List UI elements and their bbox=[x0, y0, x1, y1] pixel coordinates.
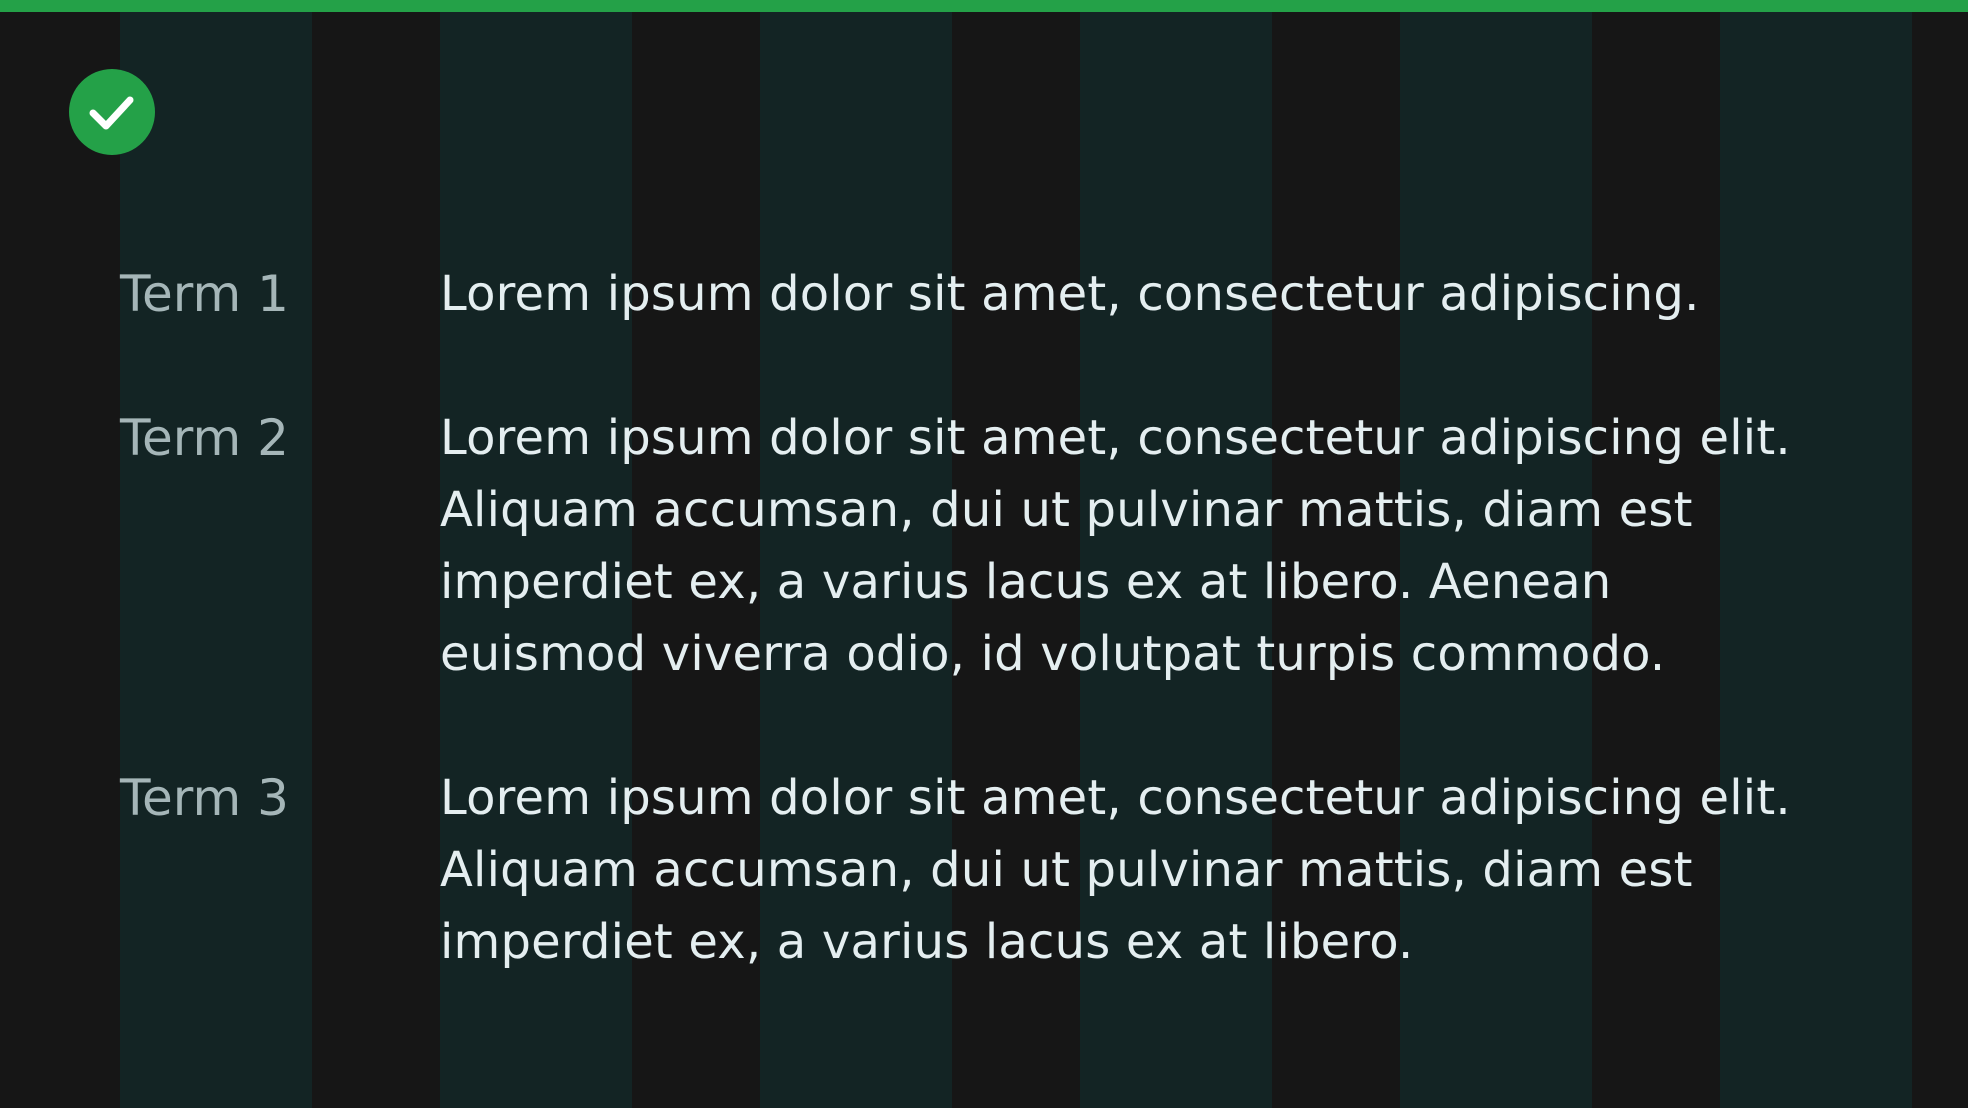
term-description: Lorem ipsum dolor sit amet, consectetur adipiscing elit. Aliquam accumsan, dui ut pulvinar mattis, diam est imperdiet ex, a varius lacus ex at libero. Aenean euismod viverra odio, id volutpat turpis commodo. bbox=[440, 410, 1791, 682]
term-description: Lorem ipsum dolor sit amet, consectetur adipiscing. bbox=[440, 266, 1700, 322]
term-label: Term 1 bbox=[120, 265, 289, 323]
term-label: Term 2 bbox=[120, 409, 289, 467]
term-description: Lorem ipsum dolor sit amet, consectetur adipiscing elit. Aliquam accumsan, dui ut pulvinar mattis, diam est imperdiet ex, a varius lacus ex at libero. bbox=[440, 770, 1791, 970]
term-label: Term 3 bbox=[120, 769, 289, 827]
